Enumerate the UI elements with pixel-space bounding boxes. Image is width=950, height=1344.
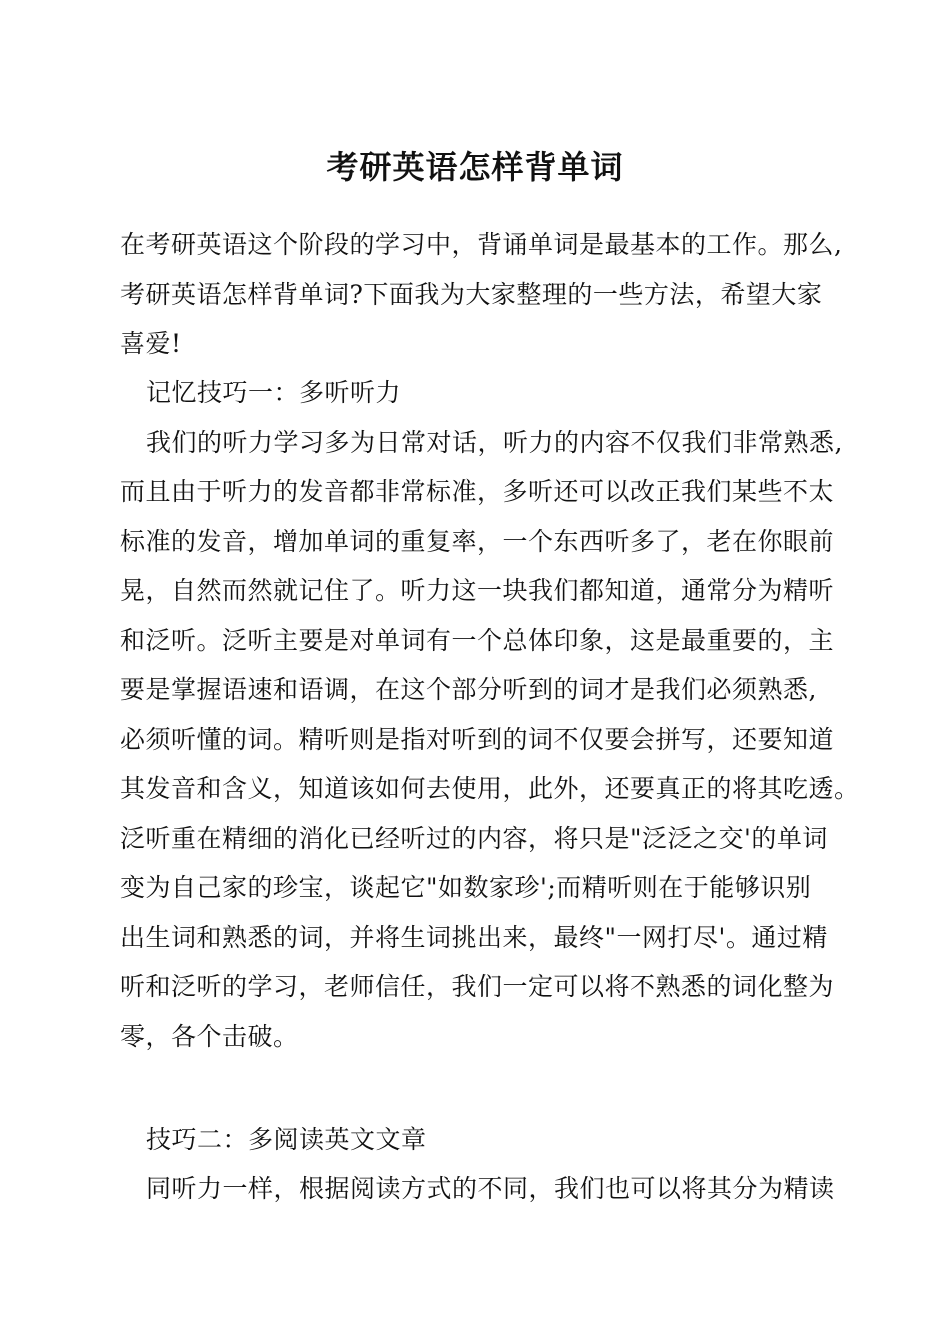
intro-line-1: 在考研英语这个阶段的学习中，背诵单词是最基本的工作。那么,: [120, 230, 843, 259]
section-1-line-12: 听和泛听的学习，老师信任，我们一定可以将不熟悉的词化整为: [120, 972, 835, 1001]
section-1-heading: 记忆技巧一：多听听力: [146, 378, 402, 407]
section-1-line-4: 晃，自然而然就记住了。听力这一块我们都知道，通常分为精听: [120, 576, 835, 605]
section-1-line-7: 必须听懂的词。精听则是指对听到的词不仅要会拼写，还要知道: [120, 725, 835, 754]
section-1-line-11: 出生词和熟悉的词，并将生词挑出来，最终"一网打尽'。通过精: [120, 923, 828, 952]
section-1-line-9: 泛听重在精细的消化已经听过的内容，将只是"泛泛之交'的单词: [120, 824, 828, 853]
section-2-heading: 技巧二：多阅读英文文章: [146, 1125, 427, 1154]
section-1-line-13: 零，各个击破。: [120, 1022, 299, 1051]
section-1-line-2: 而且由于听力的发音都非常标准，多听还可以改正我们某些不太: [120, 477, 835, 506]
section-1-line-1: 我们的听力学习多为日常对话，听力的内容不仅我们非常熟悉,: [146, 428, 843, 457]
section-1-line-10: 变为自己家的珍宝，谈起它"如数家珍';而精听则在于能够识别: [120, 873, 812, 902]
section-1-line-5: 和泛听。泛听主要是对单词有一个总体印象，这是最重要的，主: [120, 626, 835, 655]
document-title: 考研英语怎样背单词: [326, 148, 624, 186]
intro-line-3: 喜爱!: [120, 329, 182, 358]
section-2-line-1: 同听力一样，根据阅读方式的不同，我们也可以将其分为精读: [146, 1174, 835, 1203]
section-1-line-8: 其发音和含义，知道该如何去使用，此外，还要真正的将其吃透。: [120, 774, 860, 803]
section-1-line-6: 要是掌握语速和语调，在这个部分听到的词才是我们必须熟悉,: [120, 675, 817, 704]
intro-line-2: 考研英语怎样背单词?下面我为大家整理的一些方法，希望大家: [120, 280, 823, 309]
section-1-line-3: 标准的发音，增加单词的重复率，一个东西听多了，老在你眼前: [120, 527, 835, 556]
